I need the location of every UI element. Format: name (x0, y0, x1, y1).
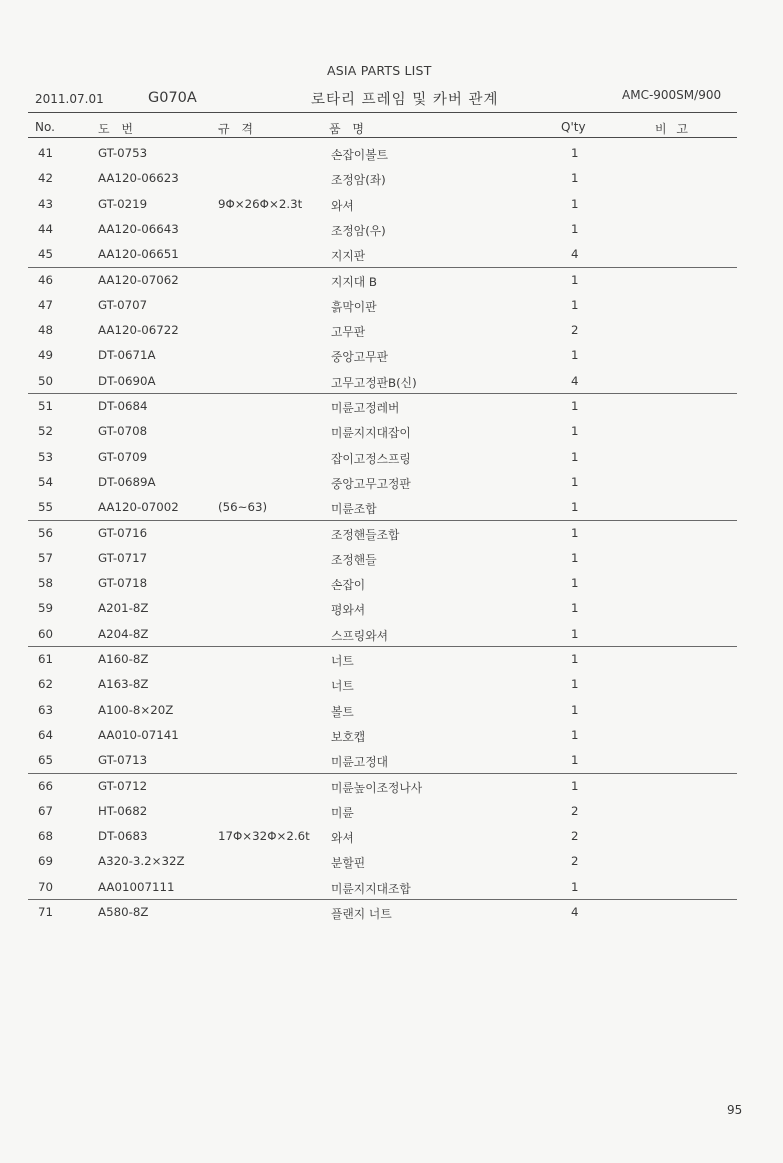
cell-no: 47 (38, 297, 54, 312)
cell-part-no: GT-0712 (98, 778, 148, 793)
cell-no: 61 (38, 652, 54, 666)
cell-name: 미륜고정레버 (331, 401, 400, 415)
cell-part-no: A580-8Z (98, 905, 149, 919)
table-row (0, 399, 783, 424)
group-separator (28, 520, 737, 521)
table-row (0, 854, 783, 879)
table-row (0, 273, 783, 298)
table-row (0, 779, 783, 804)
cell-part-no: GT-0717 (98, 550, 148, 565)
cell-part-no: DT-0689A (98, 474, 156, 489)
cell-no: 59 (38, 601, 54, 616)
cell-no: 58 (38, 576, 54, 591)
cell-no: 65 (38, 753, 54, 768)
column-header-spec: 규 격 (218, 122, 257, 136)
cell-name: 보호캡 (331, 729, 366, 744)
header-bottom-rule (28, 137, 737, 138)
cell-no: 48 (38, 323, 54, 338)
cell-name: 미륜지지대조합 (331, 881, 411, 896)
cell-qty: 1 (571, 652, 579, 666)
parts-list-title: ASIA PARTS LIST (327, 63, 432, 78)
cell-name: 조정암(좌) (331, 173, 386, 188)
cell-part-no: AA120-07062 (98, 272, 179, 287)
cell-name: 중앙고무고정판 (331, 476, 411, 491)
cell-part-no: DT-0684 (98, 399, 148, 413)
table-row (0, 197, 783, 222)
cell-qty: 2 (571, 854, 579, 869)
cell-qty: 1 (571, 171, 579, 186)
model-code: G070A (148, 90, 197, 106)
cell-name: 지지판 (331, 249, 366, 264)
table-row (0, 829, 783, 854)
cell-no: 57 (38, 550, 54, 565)
header-top-rule (28, 112, 737, 113)
cell-name: 볼트 (331, 704, 354, 719)
cell-name: 조정암(우) (331, 223, 386, 238)
table-row (0, 576, 783, 601)
table-row (0, 728, 783, 753)
cell-part-no: GT-0753 (98, 146, 148, 160)
cell-name: 와셔 (331, 831, 354, 846)
cell-qty: 1 (571, 525, 579, 540)
cell-qty: 2 (571, 323, 579, 338)
cell-name: 고무고정판B(신) (331, 375, 417, 390)
cell-name: 잡이고정스프링 (331, 451, 411, 466)
cell-name: 미륜 (331, 805, 354, 820)
cell-part-no: AA120-06643 (98, 221, 179, 236)
cell-name: 중앙고무판 (331, 350, 388, 365)
cell-part-no: A160-8Z (98, 652, 149, 666)
cell-no: 51 (38, 399, 54, 413)
cell-qty: 1 (571, 778, 579, 793)
cell-no: 62 (38, 677, 54, 692)
cell-name: 미륜지지대잡이 (331, 426, 411, 441)
cell-no: 63 (38, 702, 54, 717)
cell-no: 49 (38, 348, 54, 363)
cell-qty: 4 (571, 247, 579, 262)
cell-name: 미륜고정대 (331, 755, 388, 770)
table-row (0, 323, 783, 348)
cell-part-no: A163-8Z (98, 677, 149, 692)
table-row (0, 880, 783, 905)
column-header-no: No. (35, 120, 55, 134)
cell-qty: 2 (571, 803, 579, 818)
cell-part-no: GT-0707 (98, 297, 148, 312)
cell-qty: 4 (571, 373, 579, 388)
cell-qty: 2 (571, 829, 579, 844)
cell-qty: 1 (571, 297, 579, 312)
cell-qty: 1 (571, 626, 579, 641)
cell-name: 스프링와셔 (331, 628, 388, 643)
cell-qty: 1 (571, 879, 579, 894)
cell-part-no: GT-0718 (98, 576, 148, 591)
table-row (0, 652, 783, 677)
cell-no: 42 (38, 171, 54, 186)
table-row (0, 753, 783, 778)
cell-no: 41 (38, 146, 54, 160)
page-number: 95 (727, 1103, 743, 1117)
cell-part-no: GT-0219 (98, 196, 148, 211)
table-row (0, 500, 783, 525)
table-row (0, 298, 783, 323)
cell-qty: 1 (571, 399, 579, 413)
cell-part-no: A100-8×20Z (98, 702, 174, 717)
cell-no: 53 (38, 449, 54, 464)
cell-qty: 1 (571, 424, 579, 439)
cell-qty: 1 (571, 272, 579, 287)
cell-part-no: AA120-06623 (98, 171, 179, 186)
cell-part-no: AA120-06651 (98, 247, 179, 262)
cell-no: 54 (38, 474, 54, 489)
cell-qty: 1 (571, 449, 579, 464)
cell-qty: 1 (571, 474, 579, 489)
table-row (0, 374, 783, 399)
table-row (0, 526, 783, 551)
cell-name: 평와셔 (331, 603, 366, 618)
cell-no: 56 (38, 525, 54, 540)
cell-name: 지지대 B (331, 274, 378, 289)
issue-date: 2011.07.01 (35, 92, 104, 106)
cell-qty: 1 (571, 753, 579, 768)
machine-model: AMC-900SM/900 (622, 88, 722, 102)
cell-name: 너트 (331, 679, 354, 694)
column-header-remark: 비 고 (655, 122, 691, 136)
cell-part-no: AA01007111 (98, 879, 175, 894)
cell-qty: 1 (571, 221, 579, 236)
cell-part-no: AA010-07141 (98, 727, 179, 742)
table-row (0, 703, 783, 728)
cell-qty: 1 (571, 196, 579, 211)
cell-name: 조정핸들조합 (331, 527, 400, 542)
cell-no: 46 (38, 272, 54, 287)
section-title: 로타리 프레임 및 카버 관계 (311, 92, 499, 108)
cell-part-no: DT-0683 (98, 829, 148, 844)
cell-name: 와셔 (331, 198, 354, 213)
group-separator (28, 773, 737, 774)
column-header-qty: Q'ty (561, 120, 586, 134)
table-row (0, 424, 783, 449)
cell-no: 66 (38, 778, 54, 793)
cell-no: 60 (38, 626, 54, 641)
cell-part-no: DT-0690A (98, 373, 156, 388)
cell-part-no: AA120-06722 (98, 323, 179, 338)
cell-no: 50 (38, 373, 54, 388)
table-row (0, 348, 783, 373)
cell-qty: 1 (571, 348, 579, 363)
cell-part-no: DT-0671A (98, 348, 156, 363)
cell-no: 68 (38, 829, 54, 844)
cell-no: 43 (38, 196, 54, 211)
group-separator (28, 267, 737, 268)
cell-qty: 1 (571, 601, 579, 616)
cell-qty: 1 (571, 550, 579, 565)
cell-qty: 1 (571, 576, 579, 591)
cell-part-no: GT-0716 (98, 525, 148, 540)
cell-part-no: GT-0709 (98, 449, 148, 464)
cell-qty: 1 (571, 500, 579, 515)
cell-no: 64 (38, 727, 54, 742)
cell-part-no: AA120-07002 (98, 500, 179, 515)
cell-part-no: A201-8Z (98, 601, 149, 616)
cell-name: 흙막이판 (331, 299, 377, 314)
table-row (0, 804, 783, 829)
column-header-name: 품 명 (329, 122, 368, 136)
cell-name: 너트 (331, 654, 354, 668)
cell-name: 미륜조합 (331, 502, 377, 517)
table-row (0, 677, 783, 702)
group-separator (28, 646, 737, 647)
table-row (0, 450, 783, 475)
cell-name: 조정핸들 (331, 552, 377, 567)
cell-qty: 1 (571, 146, 579, 160)
column-header-part-no: 도 번 (98, 122, 137, 136)
cell-no: 45 (38, 247, 54, 262)
group-separator (28, 393, 737, 394)
cell-no: 52 (38, 424, 54, 439)
cell-no: 55 (38, 500, 54, 515)
cell-spec: 9Φ×26Φ×2.3t (218, 196, 303, 211)
table-row (0, 171, 783, 196)
cell-name: 손잡이 (331, 578, 366, 593)
cell-name: 분할핀 (331, 856, 366, 871)
table-row (0, 905, 783, 930)
cell-part-no: A204-8Z (98, 626, 149, 641)
cell-name: 손잡이볼트 (331, 148, 388, 162)
cell-qty: 1 (571, 702, 579, 717)
cell-no: 71 (38, 905, 54, 919)
cell-name: 플랜지 너트 (331, 907, 392, 921)
cell-qty: 1 (571, 677, 579, 692)
cell-qty: 1 (571, 727, 579, 742)
cell-part-no: GT-0708 (98, 424, 148, 439)
cell-no: 67 (38, 803, 54, 818)
cell-no: 69 (38, 854, 54, 869)
table-row (0, 247, 783, 272)
table-row (0, 601, 783, 626)
table-row (0, 475, 783, 500)
table-row (0, 551, 783, 576)
table-row (0, 222, 783, 247)
cell-part-no: GT-0713 (98, 753, 148, 768)
cell-part-no: A320-3.2×32Z (98, 854, 185, 869)
cell-no: 70 (38, 879, 54, 894)
cell-qty: 4 (571, 905, 579, 919)
cell-name: 고무판 (331, 325, 366, 340)
table-row (0, 627, 783, 652)
table-row (0, 146, 783, 171)
cell-spec: 17Φ×32Φ×2.6t (218, 829, 310, 844)
cell-part-no: HT-0682 (98, 803, 148, 818)
cell-no: 44 (38, 221, 54, 236)
cell-name: 미륜높이조정나사 (331, 780, 423, 795)
group-separator (28, 899, 737, 900)
cell-spec: (56~63) (218, 500, 268, 515)
